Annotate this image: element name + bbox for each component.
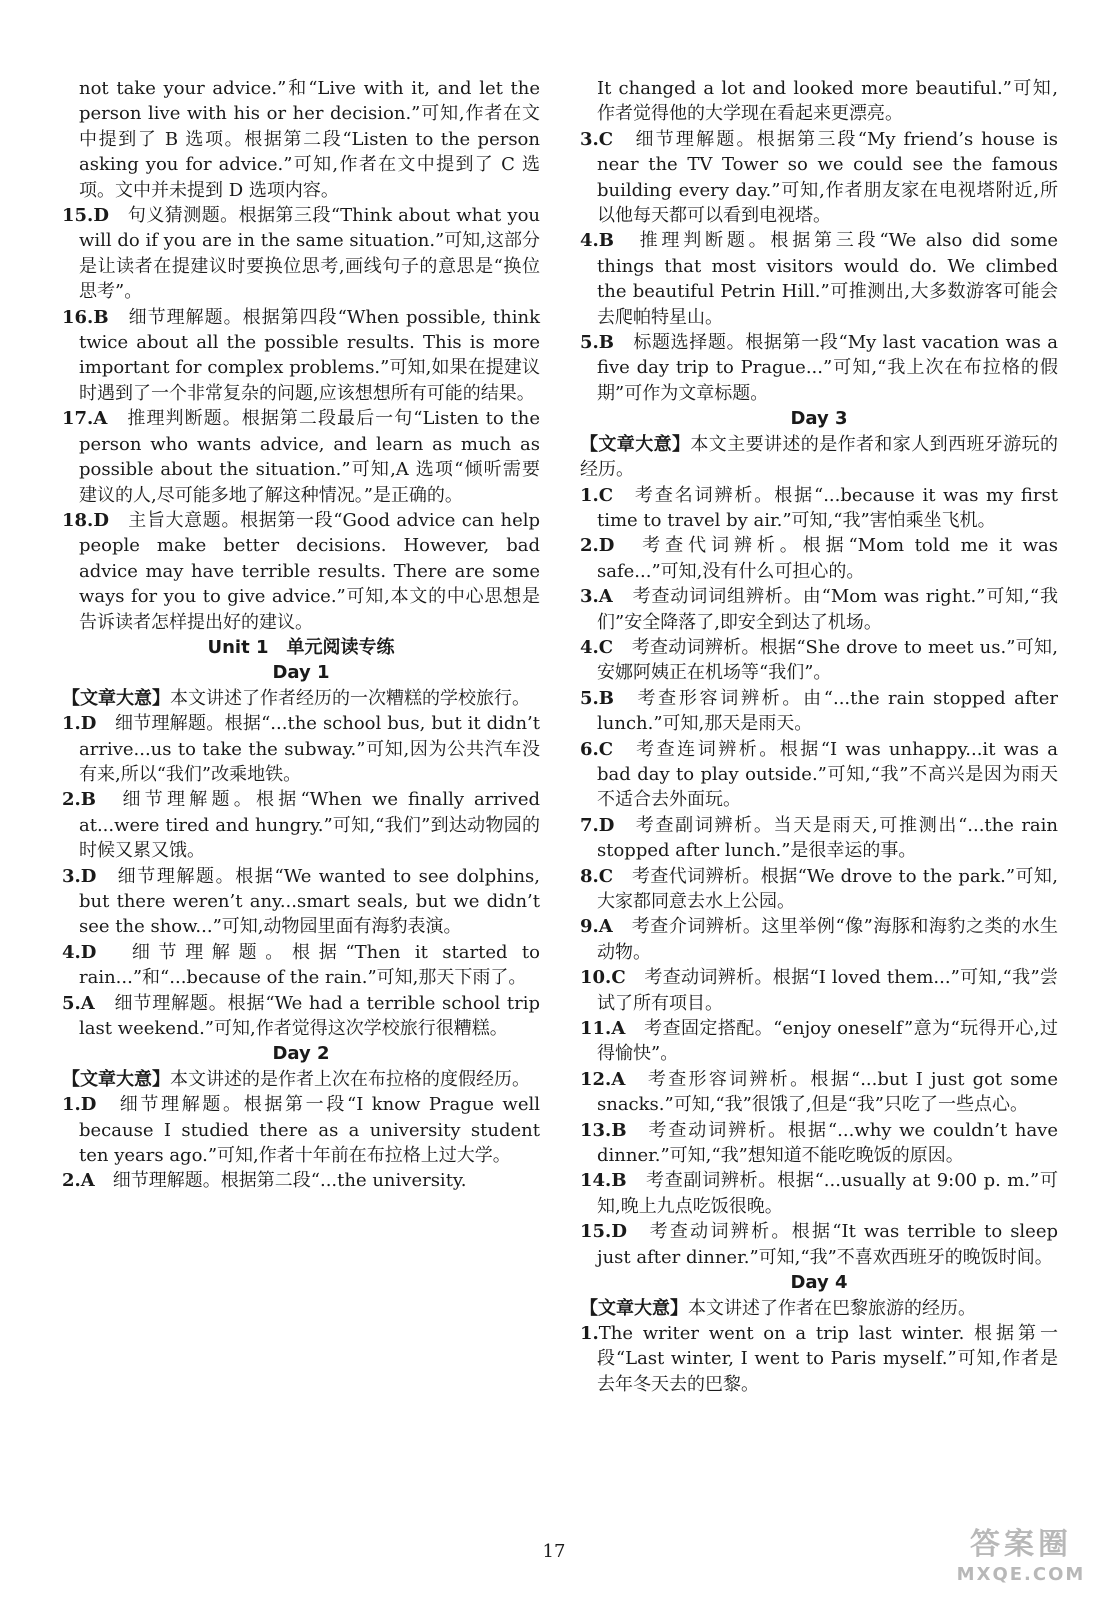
answer-explanation: 考查固定搭配。“enjoy oneself”意为“玩得开心,过得愉快”。 (597, 1018, 1058, 1065)
answer-number: 16.B (62, 306, 109, 328)
answer-item-17 (62, 406, 540, 508)
answer-explanation: 细节理解题。根据“...the school bus, but it didn’t arrive...us to take the subway.”可知,因为公共汽车没有来,所以“我们”改乘地铁。 (79, 713, 541, 785)
answer-explanation: 考查形容词辨析。由“...the rain stopped after lunch.”可知,那天是雨天。 (597, 687, 1059, 735)
answer-explanation: 标题选择题。根据第一段“My last vacation was a five day trip to Prague...”可知,“我上次在布拉格的假期”可作为文章标题。 (597, 332, 1059, 404)
answer-item-15 (62, 203, 540, 305)
answer-explanation: 考查副词辨析。根据“...usually at 9:00 p. m.”可知,晚上九点吃饭很晚。 (597, 1170, 1058, 1217)
summary-tag: 【文章大意】 (580, 433, 691, 455)
day3-answer-item-10 (580, 965, 1058, 1016)
answer-explanation: 细节理解题。根据“We had a terrible school trip last weekend.”可知,作者觉得这次学校旅行很糟糕。 (79, 992, 541, 1040)
answer-explanation: 考查动词辨析。根据“It was terrible to sleep just after dinner.”可知,“我”不喜欢西班牙的晚饭时间。 (597, 1221, 1059, 1268)
answer-explanation: 考查连词辨析。根据“I was unhappy...it was a bad day to play outside.”可知,“我”不高兴是因为雨天不适合去外面玩。 (597, 738, 1059, 811)
day1-answer-item-4 (62, 940, 540, 991)
answer-explanation: 推理判断题。根据第二段最后一句“Listen to the person who wants advice, and learn as much as possible about the situation.”可知,A 选项“倾听需要建议的人,尽可能多地了解这种情况。”是正确的。 (79, 408, 541, 506)
day3-answer-item-3 (580, 584, 1058, 635)
answer-explanation: 细节理解题。根据第二段“...the university. (112, 1170, 467, 1192)
day2-answer-item-4 (580, 228, 1058, 330)
answer-number: 5.B (580, 687, 615, 709)
answer-explanation: 考查动词辨析。根据“I loved them...”可知,“我”尝试了所有项目。 (597, 967, 1059, 1014)
answer-explanation: 细节理解题。根据第一段“I know Prague well because I studied there as a university student ten years ago.”可知,作者十年前在布拉格上过大学。 (79, 1094, 540, 1167)
day1-answer-item-1 (62, 711, 540, 787)
day3-answer-item-5 (580, 686, 1058, 737)
day-3-summary (580, 432, 1058, 483)
answer-number: 8.C (580, 865, 614, 887)
answer-number: 2.D (580, 535, 615, 557)
answer-number: 18.D (62, 509, 109, 531)
summary-tag: 【文章大意】 (62, 687, 170, 709)
answer-number: 1.C (580, 484, 614, 506)
day2-answer-item-3 (580, 127, 1058, 229)
paragraph-continued: It changed a lot and looked more beautiful.”可知,作者觉得他的大学现在看起来更漂亮。 (597, 78, 1058, 125)
day-4-heading: Day 4 (790, 1272, 848, 1294)
answer-explanation: 句义猜测题。根据第三段“Think about what you will do if you are in the same situation.”可知,这部分是让读者在提建议时要换位思考,画线句子的意思是“换位思考”。 (79, 205, 541, 303)
answer-item-18 (62, 508, 540, 635)
day-3-heading: Day 3 (790, 408, 848, 430)
summary-text: 本文讲述了作者在巴黎旅游的经历。 (688, 1297, 976, 1319)
answer-explanation: 细节理解题。根据第三段“My friend’s house is near the TV Tower so we could see the famous building every day.”可知,作者朋友家在电视塔附近,所以他每天都可以看到电视塔。 (597, 128, 1058, 227)
summary-text: 本文讲述的是作者上次在布拉格的度假经历。 (170, 1068, 530, 1090)
summary-tag: 【文章大意】 (580, 1297, 688, 1319)
day-2-summary (62, 1067, 540, 1092)
day2-answer-item-5 (580, 330, 1058, 406)
day1-answer-item-3 (62, 864, 540, 940)
answer-explanation: 考查代词辨析。根据“We drove to the park.”可知,大家都同意去水上公园。 (597, 865, 1058, 912)
day4-answer-item-1 (580, 1321, 1058, 1397)
answer-number: 1. (580, 1322, 599, 1344)
answer-explanation: 主旨大意题。根据第一段“Good advice can help people make better decisions. However, bad advice may have terrible results. There are some ways for you to give advice.”可知,本文的中心思想是告诉读者怎样提出好的建议。 (79, 509, 541, 633)
answer-explanation: 考查形容词辨析。根据“...but I just got some snacks.”可知,“我”很饿了,但是“我”只吃了一些点心。 (597, 1068, 1058, 1116)
answer-explanation: 考查动词辨析。根据“...why we couldn’t have dinner.”可知,“我”想知道不能吃晚饭的原因。 (597, 1119, 1058, 1167)
day3-answer-item-4 (580, 635, 1058, 686)
answer-number: 2.B (62, 789, 97, 811)
right-column (580, 76, 1058, 1397)
summary-text: 本文讲述了作者经历的一次糟糕的学校旅行。 (170, 687, 530, 709)
day3-answer-item-6 (580, 737, 1058, 813)
answer-number: 13.B (580, 1119, 627, 1141)
answer-number: 1.D (62, 1094, 97, 1116)
answer-number: 4.B (580, 230, 615, 252)
day3-answer-item-9 (580, 914, 1058, 965)
answer-number: 3.C (580, 128, 614, 150)
answer-number: 3.D (62, 865, 97, 887)
answer-number: 3.A (580, 586, 613, 608)
day-4-summary (580, 1296, 1058, 1321)
day3-answer-item-15 (580, 1219, 1058, 1270)
page-number: 17 (542, 1541, 566, 1562)
answer-number: 5.A (62, 992, 95, 1014)
answer-explanation: The writer went on a trip last winter. 根据第一段“Last winter, I went to Paris myself.”可知,作者是去年冬天去的巴黎。 (597, 1322, 1058, 1395)
unit-heading: Unit 1 单元阅读专练 (207, 636, 395, 658)
answer-number: 14.B (580, 1170, 627, 1192)
answer-number: 4.D (62, 941, 97, 963)
paragraph-continued: not take your advice.”和“Live with it, and let the person live with his or her decision.”可知,作者在文中提到了 B 选项。根据第二段“Listen to the person asking you for advice.”可知,作者在文中提到了 C 选项。文中并未提到 D 选项内容。 (79, 78, 540, 201)
answer-number: 15.D (580, 1221, 627, 1243)
answer-number: 6.C (580, 738, 614, 760)
day3-answer-item-2 (580, 533, 1058, 584)
answer-number: 4.C (580, 636, 614, 658)
day3-answer-item-14 (580, 1168, 1058, 1219)
answer-number: 11.A (580, 1018, 626, 1040)
left-column (62, 76, 540, 1194)
answer-number: 5.B (580, 332, 615, 354)
answer-number: 12.A (580, 1068, 626, 1090)
answer-number: 7.D (580, 814, 615, 836)
watermark-url: MXQE.COM (956, 1564, 1086, 1585)
answer-number: 1.D (62, 713, 97, 735)
answer-explanation: 细节理解题。根据“Then it started to rain...”和“...because of the rain.”可知,那天下雨了。 (79, 941, 540, 989)
answer-number: 2.A (62, 1170, 95, 1192)
day2-answer-item-1 (62, 1092, 540, 1168)
answer-item-16 (62, 305, 540, 407)
day3-answer-item-1 (580, 483, 1058, 534)
summary-text: 本文主要讲述的是作者和家人到西班牙游玩的经历。 (580, 433, 1059, 481)
day-1-summary (62, 686, 540, 711)
day-2-heading: Day 2 (272, 1043, 330, 1065)
answer-number: 10.C (580, 967, 626, 989)
day-1-heading: Day 1 (272, 662, 330, 684)
summary-tag: 【文章大意】 (62, 1068, 170, 1090)
answer-explanation: 考查动词词组辨析。由“Mom was right.”可知,“我们”安全降落了,即安全到达了机场。 (597, 586, 1058, 633)
answer-explanation: 细节理解题。根据“When we finally arrived at...were tired and hungry.”可知,“我们”到达动物园的时候又累又饿。 (79, 789, 541, 862)
day3-answer-item-7 (580, 813, 1058, 864)
answer-explanation: 推理判断题。根据第三段“We also did some things that most visitors would do. We climbed the beautiful Petrin Hill.”可推测出,大多数游客可能会去爬帕特星山。 (597, 230, 1059, 328)
answer-number: 17.A (62, 408, 108, 430)
watermark-logo (946, 1526, 1096, 1590)
day3-answer-item-13 (580, 1118, 1058, 1169)
answer-number: 15.D (62, 205, 109, 227)
day3-answer-item-12 (580, 1067, 1058, 1118)
answer-explanation: 考查名词辨析。根据“...because it was my first time to travel by air.”可知,“我”害怕乘坐飞机。 (597, 484, 1058, 531)
answer-explanation: 细节理解题。根据“We wanted to see dolphins, but there weren’t any...smart seals, but we didn’t see the show...”可知,动物园里面有海豹表演。 (79, 865, 540, 938)
answer-explanation: 考查介词辨析。这里举例“像”海豚和海豹之类的水生动物。 (597, 916, 1059, 963)
day3-answer-item-11 (580, 1016, 1058, 1067)
answer-explanation: 考查副词辨析。当天是雨天,可推测出“...the rain stopped after lunch.”是很幸运的事。 (597, 814, 1059, 862)
answer-number: 9.A (580, 916, 613, 938)
day1-answer-item-2 (62, 787, 540, 863)
watermark-title: 答案圈 (970, 1527, 1072, 1562)
answer-explanation: 考查代词辨析。根据“Mom told me it was safe...”可知,没有什么可担心的。 (597, 535, 1058, 582)
day2-answer-item-2 (62, 1168, 540, 1193)
answer-explanation: 细节理解题。根据第四段“When possible, think twice about all the possible results. This is more important for complex problems.”可知,如果在提建议时遇到了一个非常复杂的问题,应该想想所有可能的结果。 (79, 306, 541, 404)
answer-explanation: 考查动词辨析。根据“She drove to meet us.”可知,安娜阿姨正在机场等“我们”。 (597, 636, 1059, 684)
day3-answer-item-8 (580, 864, 1058, 915)
day1-answer-item-5 (62, 991, 540, 1042)
